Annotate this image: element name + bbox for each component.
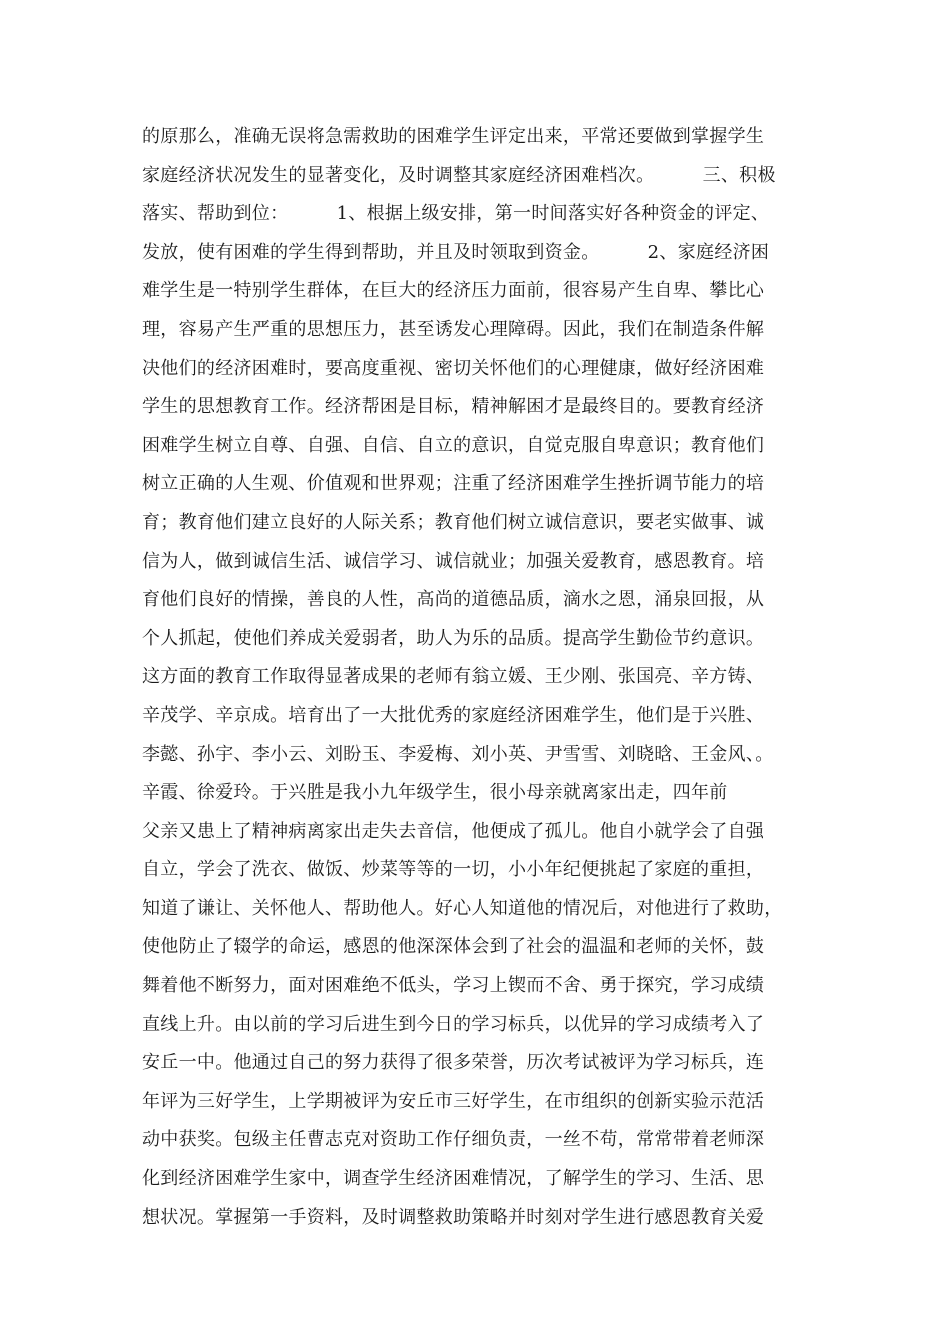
- text-line: 化到经济困难学生家中，调查学生经济困难情况，了解学生的学习、生活、思: [142, 1168, 765, 1190]
- text-line: 育；教育他们建立良好的人际关系；教育他们树立诚信意识，要老实做事、诚: [142, 511, 765, 533]
- text-line: 知道了谦让、关怀他人、帮助他人。好心人知道他的情况后，对他进行了救助，: [142, 897, 783, 919]
- text-line: 落实、帮助到位： 1、根据上级安排，第一时间落实好各种资金的评定、: [142, 203, 770, 225]
- text-line: 想状况。掌握第一手资料，及时调整救助策略并时刻对学生进行感恩教育关爱: [142, 1206, 765, 1228]
- text-line: 李懿、孙宇、李小云、刘盼玉、李爱梅、刘小英、尹雪雪、刘晓晗、王金风、。: [142, 743, 774, 765]
- text-line: 这方面的教育工作取得显著成果的老师有翁立媛、王少刚、张国亮、辛方铸、: [142, 666, 765, 688]
- text-line: 育他们良好的情操，善良的人性，高尚的道德品质，滴水之恩，涌泉回报，从: [142, 589, 765, 611]
- text-line: 学生的思想教育工作。经济帮困是目标，精神解困才是最终目的。要教育经济: [142, 396, 765, 418]
- text-line: 信为人，做到诚信生活、诚信学习、诚信就业；加强关爱教育，感恩教育。培: [142, 550, 765, 572]
- text-line: 家庭经济状况发生的显著变化，及时调整其家庭经济困难档次。 三、积极: [142, 164, 776, 186]
- text-line: 安丘一中。他通过自己的努力获得了很多荣誉，历次考试被评为学习标兵，连: [142, 1052, 765, 1074]
- text-line: 直线上升。由以前的学习后进生到今日的学习标兵，以优异的学习成绩考入了: [142, 1013, 765, 1035]
- text-line: 使他防止了辍学的命运，感恩的他深深体会到了社会的温温和老师的关怀，鼓: [142, 936, 765, 958]
- text-line: 决他们的经济困难时，要高度重视、密切关怀他们的心理健康，做好经济困难: [142, 357, 765, 379]
- text-line: 难学生是一特别学生群体，在巨大的经济压力面前，很容易产生自卑、攀比心: [142, 280, 765, 302]
- text-line: 舞着他不断努力，面对困难绝不低头，学习上锲而不舍、勇于探究，学习成绩: [142, 975, 765, 997]
- text-line: 动中获奖。包级主任曹志克对资助工作仔细负责，一丝不苟，常常带着老师深: [142, 1129, 765, 1151]
- text-line: 的原那么，准确无误将急需救助的困难学生评定出来，平常还要做到掌握学生: [142, 126, 765, 147]
- text-line: 父亲又患上了精神病离家出走失去音信，他便成了孤儿。他自小就学会了自强: [142, 820, 765, 842]
- text-line: 困难学生树立自尊、自强、自信、自立的意识，自觉克服自卑意识；教育他们: [142, 434, 765, 456]
- text-line: 年评为三好学生，上学期被评为安丘市三好学生，在市组织的创新实验示范活: [142, 1090, 765, 1112]
- text-line: 辛霞、徐爱玲。于兴胜是我小九年级学生，很小母亲就离家出走，四年前: [142, 782, 728, 804]
- body-text: [142, 118, 842, 1237]
- text-line: 辛茂学、辛京成。培育出了一大批优秀的家庭经济困难学生，他们是于兴胜、: [142, 704, 765, 726]
- text-line: 树立正确的人生观、价值观和世界观；注重了经济困难学生挫折调节能力的培: [142, 473, 765, 495]
- text-line: 个人抓起，使他们养成关爱弱者，助人为乐的品质。提高学生勤俭节约意识。: [142, 627, 765, 649]
- text-line: 自立，学会了洗衣、做饭、炒菜等等的一切，小小年纪便挑起了家庭的重担，: [142, 859, 765, 881]
- text-line: 发放，使有困难的学生得到帮助，并且及时领取到资金。 2、家庭经济困: [142, 241, 770, 263]
- text-line: 理，容易产生严重的思想压力，甚至诱发心理障碍。因此，我们在制造条件解: [142, 318, 765, 340]
